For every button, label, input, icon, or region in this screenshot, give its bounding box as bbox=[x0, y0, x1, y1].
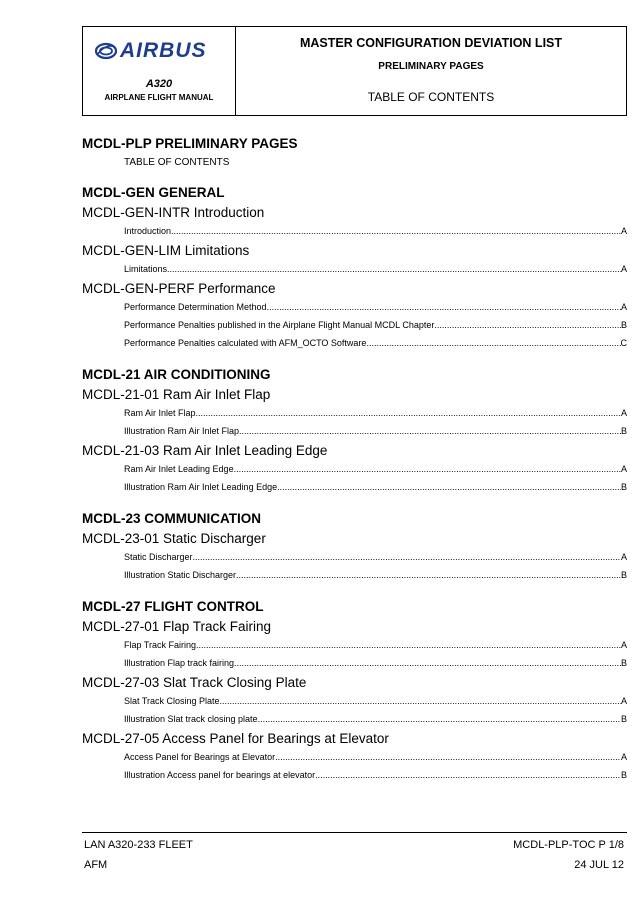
entry-label: Performance Determination Method bbox=[124, 302, 267, 312]
toc-entry[interactable] bbox=[82, 481, 627, 494]
subsection-title: MCDL-GEN-PERF Performance bbox=[82, 281, 276, 296]
toc-section-gen bbox=[82, 185, 627, 350]
subsection-title: MCDL-21-03 Ram Air Inlet Leading Edge bbox=[82, 443, 328, 458]
entry-code: A bbox=[620, 752, 627, 762]
entry-code: A bbox=[620, 552, 627, 562]
dot-leader bbox=[258, 713, 621, 726]
toc-section-27 bbox=[82, 599, 627, 782]
toc-section-21 bbox=[82, 367, 627, 494]
footer-date: 24 JUL 12 bbox=[574, 859, 624, 871]
footer-fleet: LAN A320-233 FLEET bbox=[84, 839, 193, 851]
toc-section-23 bbox=[82, 511, 627, 582]
toc-entry[interactable] bbox=[82, 695, 627, 708]
entry-label: Static Discharger bbox=[124, 552, 193, 562]
toc-entry[interactable] bbox=[82, 425, 627, 438]
entry-code: A bbox=[620, 408, 627, 418]
document-title: MASTER CONFIGURATION DEVIATION LIST bbox=[299, 36, 563, 50]
entry-code: A bbox=[620, 696, 627, 706]
section-title: MCDL-27 FLIGHT CONTROL bbox=[82, 599, 264, 614]
airbus-swirl-icon bbox=[95, 41, 117, 61]
entry-label: Illustration Access panel for bearings at elevator bbox=[124, 770, 316, 780]
dot-leader bbox=[234, 657, 621, 670]
dot-leader bbox=[234, 463, 621, 476]
toc-entry[interactable] bbox=[82, 337, 627, 350]
entry-label: Ram Air Inlet Flap bbox=[124, 408, 196, 418]
entry-label: Slat Track Closing Plate bbox=[124, 696, 220, 706]
section-title: MCDL-GEN GENERAL bbox=[82, 185, 225, 200]
toc-entry[interactable] bbox=[82, 551, 627, 564]
toc-entry[interactable] bbox=[82, 769, 627, 782]
toc-entry[interactable] bbox=[82, 657, 627, 670]
entry-label: Flap Track Fairing bbox=[124, 640, 197, 650]
footer-doc: AFM bbox=[84, 859, 108, 871]
entry-label: Ram Air Inlet Leading Edge bbox=[124, 464, 234, 474]
toc-entry[interactable] bbox=[82, 225, 627, 238]
document-subtitle: PRELIMINARY PAGES bbox=[378, 61, 484, 72]
dot-leader bbox=[239, 425, 621, 438]
entry-label: Access Panel for Bearings at Elevator bbox=[124, 752, 276, 762]
toc-entry[interactable] bbox=[82, 301, 627, 314]
section-title: MCDL-23 COMMUNICATION bbox=[82, 511, 261, 526]
dot-leader bbox=[275, 751, 621, 764]
dot-leader bbox=[171, 225, 621, 238]
toc-content bbox=[82, 136, 627, 782]
manual-name: AIRPLANE FLIGHT MANUAL bbox=[104, 93, 214, 102]
entry-code: A bbox=[620, 464, 627, 474]
airbus-logo bbox=[95, 39, 207, 63]
entry-code: B bbox=[620, 320, 627, 330]
subsection-title: MCDL-27-01 Flap Track Fairing bbox=[82, 619, 272, 634]
entry-code: B bbox=[620, 570, 627, 580]
dot-leader bbox=[366, 337, 620, 350]
footer-page: MCDL-PLP-TOC P 1/8 bbox=[513, 839, 624, 851]
dot-leader bbox=[236, 569, 621, 582]
entry-code: C bbox=[620, 338, 627, 348]
dot-leader bbox=[196, 639, 621, 652]
dot-leader bbox=[434, 319, 621, 332]
dot-leader bbox=[196, 407, 621, 420]
logo-box bbox=[83, 27, 236, 115]
page-type: TABLE OF CONTENTS bbox=[367, 90, 495, 104]
dot-leader bbox=[315, 769, 621, 782]
dot-leader bbox=[220, 695, 621, 708]
entry-code: B bbox=[620, 658, 627, 668]
section-title: MCDL-PLP PRELIMINARY PAGES bbox=[82, 136, 298, 151]
entry-code: A bbox=[620, 302, 627, 312]
subsection-title: MCDL-GEN-LIM Limitations bbox=[82, 243, 250, 258]
dot-leader bbox=[277, 481, 621, 494]
page-header bbox=[82, 26, 627, 116]
dot-leader bbox=[193, 551, 621, 564]
entry-label: Illustration Ram Air Inlet Leading Edge bbox=[124, 482, 278, 492]
toc-entry[interactable] bbox=[82, 263, 627, 276]
entry-label: Illustration Slat track closing plate bbox=[124, 714, 258, 724]
subsection-title: MCDL-27-03 Slat Track Closing Plate bbox=[82, 675, 307, 690]
entry-label: Limitations bbox=[124, 264, 168, 274]
entry-label: Performance Penalties published in the Airplane Flight Manual MCDL Chapter bbox=[124, 320, 435, 330]
title-box bbox=[236, 27, 626, 115]
entry-code: A bbox=[620, 264, 627, 274]
entry-code: A bbox=[620, 640, 627, 650]
subsection-title: MCDL-21-01 Ram Air Inlet Flap bbox=[82, 387, 271, 402]
toc-section-plp bbox=[82, 136, 627, 168]
logo-text: AIRBUS bbox=[120, 39, 207, 62]
dot-leader bbox=[167, 263, 621, 276]
toc-entry[interactable] bbox=[82, 319, 627, 332]
entry-code: B bbox=[620, 714, 627, 724]
entry-label: Illustration Static Discharger bbox=[124, 570, 237, 580]
section-sub: TABLE OF CONTENTS bbox=[124, 157, 230, 168]
dot-leader bbox=[267, 301, 621, 314]
toc-entry[interactable] bbox=[82, 751, 627, 764]
section-title: MCDL-21 AIR CONDITIONING bbox=[82, 367, 271, 382]
entry-code: B bbox=[620, 482, 627, 492]
toc-entry[interactable] bbox=[82, 569, 627, 582]
subsection-title: MCDL-GEN-INTR Introduction bbox=[82, 205, 265, 220]
toc-entry[interactable] bbox=[82, 463, 627, 476]
entry-code: B bbox=[620, 770, 627, 780]
toc-entry[interactable] bbox=[82, 713, 627, 726]
entry-label: Performance Penalties calculated with AFM_OCTO Software bbox=[124, 338, 367, 348]
entry-label: Illustration Flap track fairing bbox=[124, 658, 235, 668]
toc-entry[interactable] bbox=[82, 407, 627, 420]
entry-code: A bbox=[620, 226, 627, 236]
toc-entry[interactable] bbox=[82, 639, 627, 652]
aircraft-model: A320 bbox=[145, 78, 173, 90]
subsection-title: MCDL-23-01 Static Discharger bbox=[82, 531, 266, 546]
entry-label: Illustration Ram Air Inlet Flap bbox=[124, 426, 240, 436]
entry-code: B bbox=[620, 426, 627, 436]
subsection-title: MCDL-27-05 Access Panel for Bearings at Elevator bbox=[82, 731, 389, 746]
footer-divider bbox=[82, 832, 627, 833]
entry-label: Introduction bbox=[124, 226, 172, 236]
